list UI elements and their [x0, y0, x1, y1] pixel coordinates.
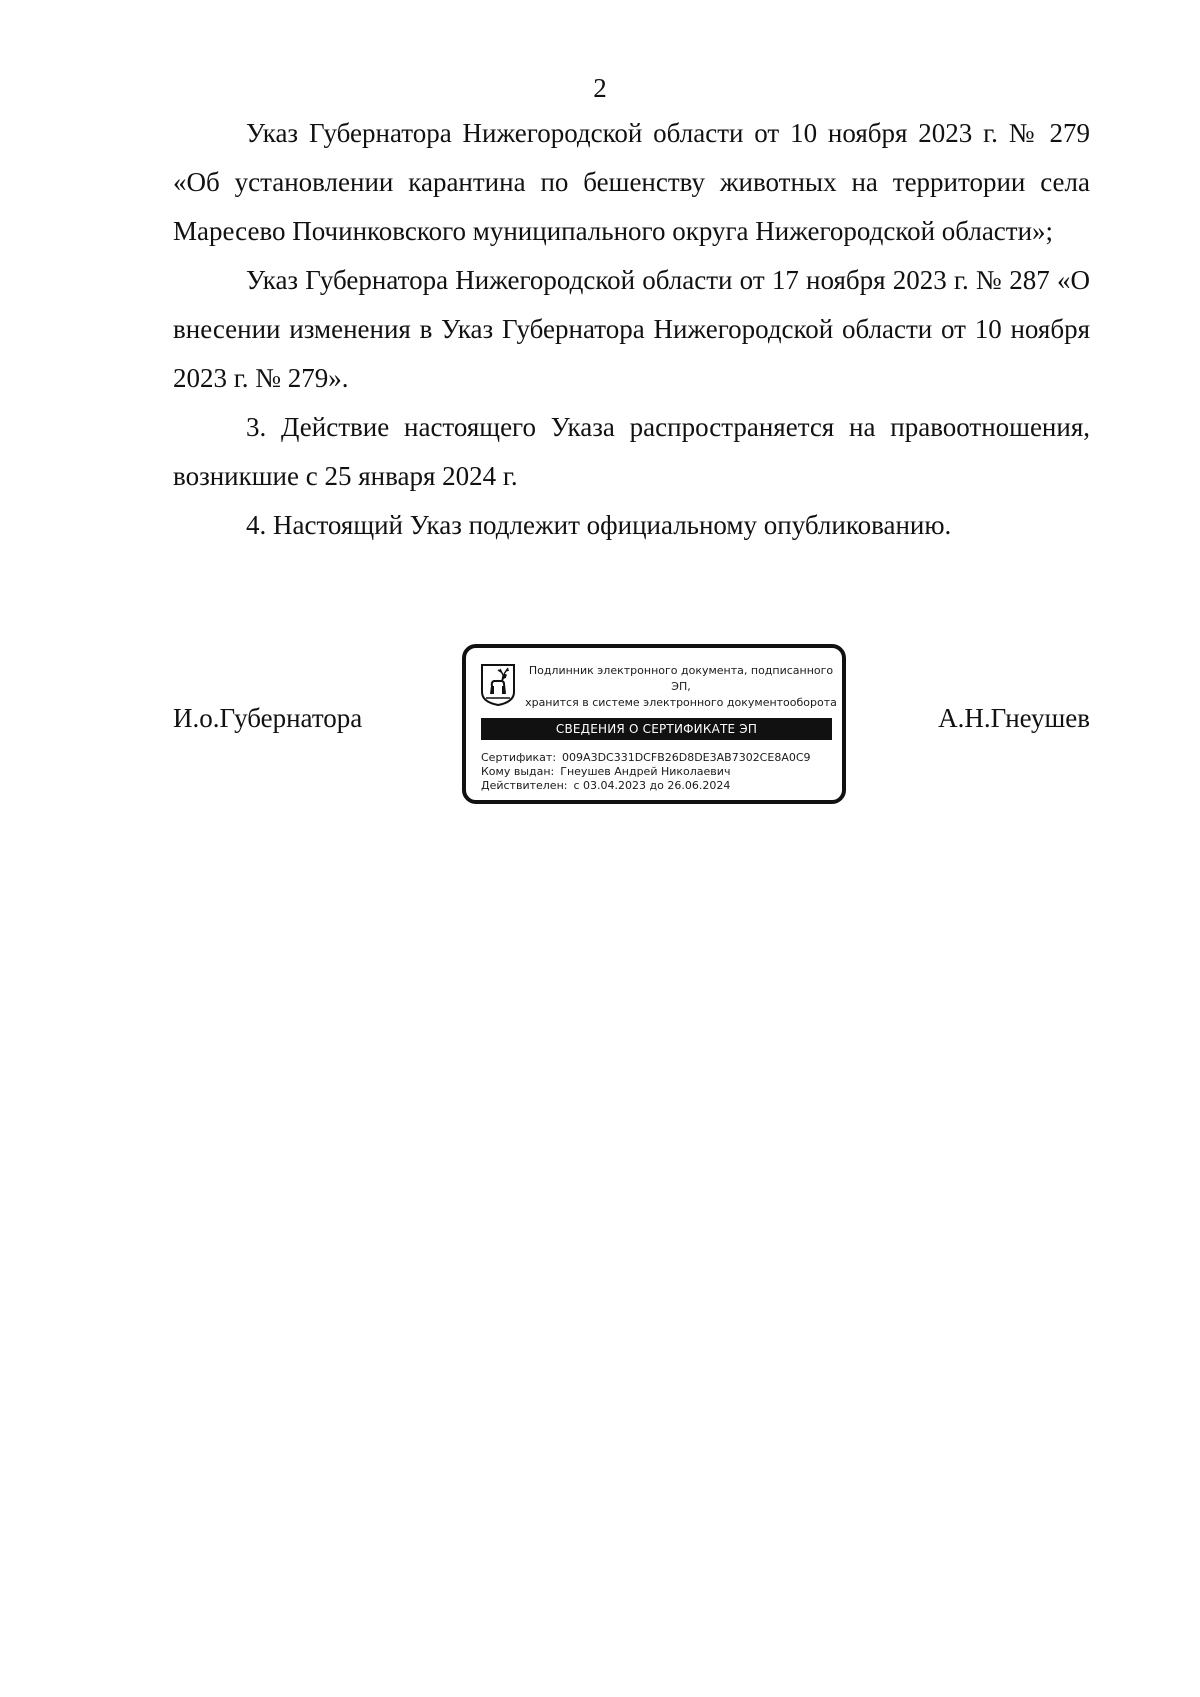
- issued-to-label: Кому выдан:: [481, 765, 555, 778]
- validity-row: [481, 779, 836, 793]
- page-number: 2: [593, 73, 607, 103]
- document-body: [173, 109, 1090, 550]
- certificate-value: 009A3DC331DCFB26D8DE3AB7302CE8A0C9: [562, 751, 811, 764]
- paragraph-decree-287: Указ Губернатора Нижегородской области от 17 ноября 2023 г. № 287 «О внесении изменения в Указ Губернатора Нижегородской области от 10 ноября 2023 г. № 279».: [173, 265, 1090, 393]
- coat-of-arms-deer-icon: [481, 664, 515, 706]
- stamp-title-bar: СВЕДЕНИЯ О СЕРТИФИКАТЕ ЭП: [481, 718, 832, 740]
- paragraph-decree-279: Указ Губернатора Нижегородской области от 10 ноября 2023 г. № 279 «Об установлении карантина по бешенству животных на территории села Маресево Починковского муниципального округа Нижегородской области»;: [173, 118, 1090, 246]
- stamp-header: [521, 663, 841, 711]
- issued-to-value: Гнеушев Андрей Николаевич: [560, 765, 731, 778]
- signatory-position: И.о.Губернатора: [173, 703, 363, 733]
- signatory-name: А.Н.Гнеушев: [938, 703, 1090, 733]
- stamp-header-line: хранится в системе электронного документооборота: [525, 696, 837, 709]
- paragraph-publication: 4. Настоящий Указ подлежит официальному опубликованию.: [246, 510, 952, 540]
- paragraph-effective-date: 3. Действие настоящего Указа распространяется на правоотношения, возникшие с 25 января 2024 г.: [173, 412, 1090, 491]
- validity-label: Действителен:: [481, 779, 568, 792]
- stamp-header-line: Подлинник электронного документа, подписанного ЭП,: [528, 664, 834, 693]
- issued-to-row: [481, 765, 836, 779]
- electronic-signature-stamp: [462, 644, 846, 804]
- certificate-label: Сертификат:: [481, 751, 557, 764]
- certificate-row: [481, 751, 836, 765]
- stamp-certificate-info: [481, 751, 836, 793]
- validity-value: с 03.04.2023 до 26.06.2024: [573, 779, 731, 792]
